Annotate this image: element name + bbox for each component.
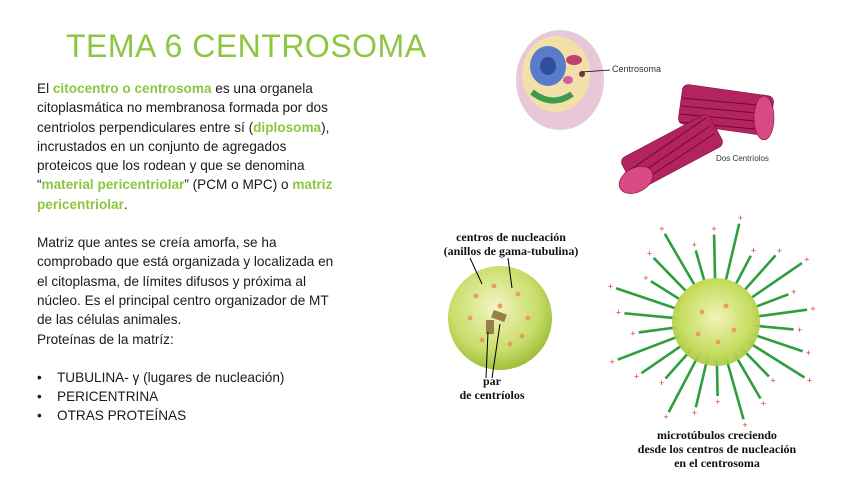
matrix-paragraph: Matriz que antes se creía amorfa, se ha comprobado que está organizada y localizada en el citoplasma, de límites difusos y próxima al núcleo. Es el principal centro organizador de MT de las células animales. [37,235,334,328]
plus-end-icon: + [643,273,649,284]
plus-end-icon: + [810,303,816,314]
protein-list [37,368,337,426]
plus-end-icon: + [750,245,757,256]
plus-end-icon: + [659,223,665,234]
list-item: • PERICENTRINA [37,387,337,406]
definition-paragraph: El citocentro o centrosoma es una organela citoplasmática no membranosa formada por dos centriolos perpendiculares entre sí (diplosoma), incrustados en un conjunto de agregados proteicos que los rodean y que se denomina “material pericentriolar” (PCM o MPC) o matriz pericentriolar. [37,81,333,212]
plus-end-icon: + [737,213,744,224]
nucleation-center [724,304,729,309]
list-item: • OTRAS PROTEÍNAS [37,406,337,425]
nucleation-center [700,310,705,315]
microtubules-caption: microtúbulos creciendo desde los centros de nucleación en el centrosoma [637,428,797,470]
plus-end-icon: + [804,254,810,265]
centrosome-sphere [440,256,560,386]
cell-illustration [512,22,612,134]
term-matriz-pericentriolar: matriz pericentriolar [37,177,333,212]
centrioles-illustration [618,84,778,199]
nucleation-centers-caption: centros de nucleación (anillos de gama-tubulina) [443,230,579,258]
term-citocentro: citocentro o centrosoma [52,81,212,96]
plus-end-icon: + [658,377,665,388]
nucleation-center [732,328,737,333]
plus-end-icon: + [691,239,697,250]
plus-end-icon: + [609,356,615,367]
centriole-pair-caption: par de centríolos [459,374,525,402]
plus-end-icon: + [663,412,669,423]
term-material-pericentriolar: material pericentriolar [41,177,185,193]
body-text [37,79,337,426]
plus-end-icon: + [711,223,717,234]
proteins-heading: Proteínas de la matríz: [37,331,174,347]
microtubule-aster [596,213,836,430]
centrosome-matrix [672,278,760,366]
centrosoma-pointer [580,64,612,76]
list-item: • TUBULINA- γ (lugares de nucleación) [37,368,337,387]
plus-end-icon: + [615,307,622,318]
dos-centriolos-label: Dos Centríolos [716,154,769,163]
plus-end-icon: + [776,246,783,257]
plus-end-icon: + [630,328,636,339]
plus-end-icon: + [770,375,776,386]
plus-end-icon: + [633,371,640,382]
plus-end-icon: + [691,407,698,418]
plus-end-icon: + [805,348,811,359]
plus-end-icon: + [607,281,614,292]
plus-end-icon: + [760,398,766,409]
centrosoma-label: Centrosoma [612,64,662,74]
plus-end-icon: + [715,396,721,407]
plus-end-icon: + [806,375,813,386]
plus-end-icon: + [796,324,803,335]
plus-end-icon: + [791,287,797,298]
nucleation-center [716,340,721,345]
page-title: TEMA 6 CENTROSOMA [66,28,427,64]
nucleation-center [696,332,701,337]
plus-end-icon: + [646,248,653,259]
plus-end-icon: + [742,419,748,430]
term-diplosoma: diplosoma [253,119,322,135]
